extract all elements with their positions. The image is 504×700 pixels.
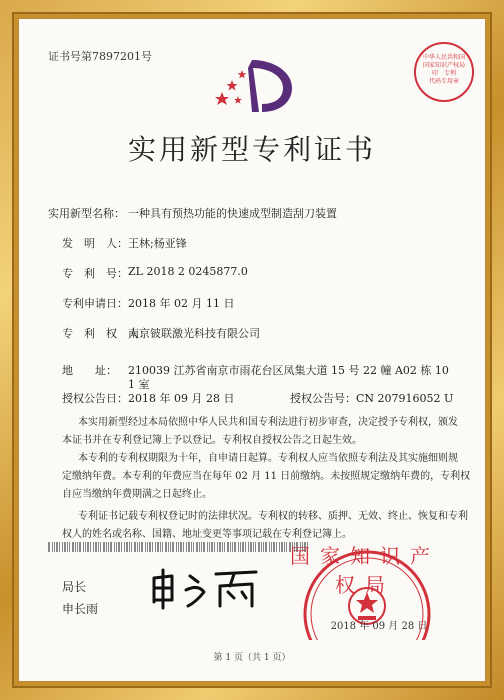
field-label-inventor: 发 明 人：: [62, 237, 128, 250]
field-label-address: 地 址：: [62, 364, 117, 377]
body-text-line: 自应当缴纳年费期满之日起终止。: [62, 489, 212, 500]
seal-line: 国家知识产权局: [422, 62, 465, 69]
field-value-grant-number: 授权公告号：CN 207916052 U: [290, 392, 454, 405]
seal-date: 2018 年 09 月 28 日: [330, 621, 428, 632]
seal-line: 代码专用章: [428, 78, 459, 85]
body-text-line: 本实用新型经过本局依照中华人民共和国专利法进行初步审查，决定授予专利权，颁发: [78, 417, 458, 428]
field-label-patentee: 专 利 权 人：: [62, 327, 150, 340]
seal-text: 国家知识产权局: [290, 544, 440, 597]
page-footer: 第 1 页（共 1 页）: [213, 653, 291, 663]
field-label-filing-date: 专利申请日：: [62, 297, 128, 310]
field-value-inventor: 王林;杨亚锋: [128, 237, 187, 250]
field-label-grant-date: 授权公告日：: [62, 392, 128, 405]
director-name: 申长雨: [62, 602, 99, 616]
cnipa-logo-icon: [212, 58, 296, 114]
top-right-seal: [414, 42, 474, 102]
seal-line: 中华人民共和国: [422, 54, 465, 61]
field-label-patent-no: 专 利 号：: [62, 267, 128, 280]
director-title: 局长: [62, 580, 87, 594]
seal-line: 印 专利: [431, 70, 456, 77]
body-text-line: 权人的姓名或名称、国籍、地址变更等事项记载在专利登记簿上。: [62, 529, 352, 540]
body-text-line: 专利证书记载专利权登记时的法律状况。专利权的转移、质押、无效、终止、恢复和专利: [78, 511, 468, 522]
field-value-grant-date: 2018 年 09 月 28 日: [128, 392, 235, 405]
field-value-name: 一种具有预热功能的快速成型制造刮刀装置: [128, 207, 337, 220]
field-value-filing-date: 2018 年 02 月 11 日: [128, 297, 235, 310]
certificate-title: 实用新型专利证书: [127, 133, 376, 166]
field-value-address: 210039 江苏省南京市雨花台区凤集大道 15 号 22 幢 A02 栋 10: [128, 364, 449, 377]
body-text-line: 本证书并在专利登记簿上予以登记。专利权自授权公告之日起生效。: [62, 435, 362, 446]
field-value-patentee: 南京铍联激光科技有限公司: [128, 327, 260, 340]
body-text-line: 本专利的专利权期限为十年，自申请日起算。专利权人应当依照专利法及其实施细则规: [78, 453, 458, 464]
body-text-line: 定缴纳年费。本专利的年费应当在每年 02 月 11 日前缴纳。未按照规定缴纳年费的，专利权: [62, 471, 471, 482]
field-value-patent-no: ZL 2018 2 0245877.0: [128, 265, 248, 278]
certificate-number: 证书号第7897201号: [48, 50, 152, 63]
field-label-name: 实用新型名称：: [48, 207, 125, 220]
field-value-address-line2: 1 室: [128, 378, 150, 391]
director-signature: [146, 566, 266, 610]
